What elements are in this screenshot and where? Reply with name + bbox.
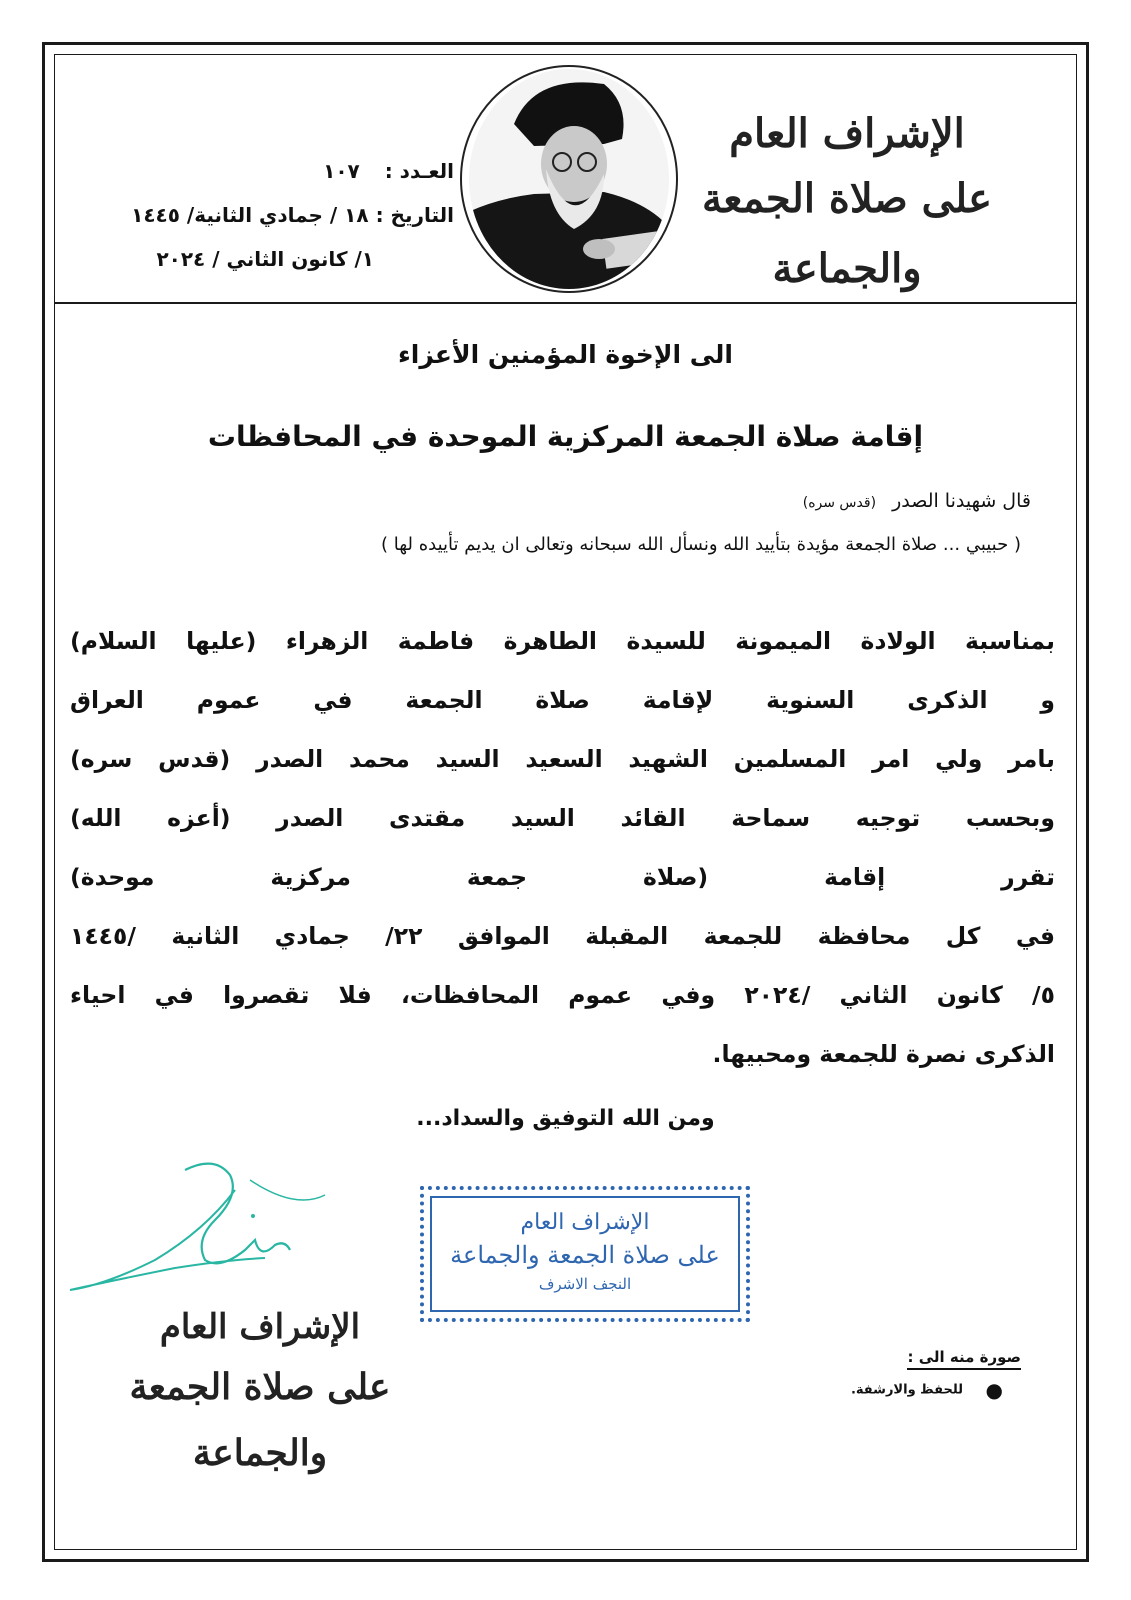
quote-intro [131,490,1031,512]
date-hijri: ١٨ / جمادي الثانية/ ١٤٤٥ [131,203,369,227]
address-heading: الى الإخوة المؤمنين الأعزاء [398,340,733,369]
body-line: في كل محافظة للجمعة المقبلة الموافق ٢٢/ جمادي الثانية /١٤٤٥ [70,922,1055,950]
date-hijri-row [84,193,454,237]
footer-org-line1: الإشراف العام [159,1307,361,1347]
portrait-image [454,64,684,294]
footer-org-line2: على صلاة الجمعة والجماعة [129,1366,391,1474]
subject-heading: إقامة صلاة الجمعة المركزية الموحدة في المحافظات [207,420,924,453]
copy-to-item-text: للحفظ والارشفة. [850,1382,964,1398]
date-label: التاريخ : [375,203,454,227]
closing-line: ومن الله التوفيق والسداد... [416,1106,715,1131]
body-line: تقرر إقامة (صلاة جمعة مركزية موحدة) [70,863,1055,891]
bullet-icon: ● [985,1378,1003,1402]
date-gregorian: ١/ كانون الثاني / ٢٠٢٤ [156,247,374,271]
org-logo-title [677,104,1017,304]
official-stamp [420,1186,750,1322]
stamp-line3: النجف الاشرف [538,1275,632,1293]
quote-intro-text: قال شهيدنا الصدر [892,490,1031,512]
body-line: الذكرى نصرة للجمعة ومحبيها. [712,1040,1055,1068]
quote-honorific: (قدس سره) [802,495,877,511]
number-label: العـدد : [384,159,454,183]
quote-text: ( حبيبي ... صلاة الجمعة مؤيدة بتأييد الله ونسأل الله سبحانه وتعالى ان يديم تأييده لها ) [380,534,1021,555]
number-value: ١٠٧ [323,159,360,183]
org-title-line2: على صلاة الجمعة والجماعة [701,175,993,292]
body-line: وبحسب توجيه سماحة القائد السيد مقتدى الصدر (أعزه الله) [70,804,1055,832]
number-row [84,149,454,193]
reference-block [84,149,454,281]
letterhead [54,54,1077,304]
body-line: بامر ولي امر المسلمين الشهيد السعيد السيد محمد الصدر (قدس سره) [70,745,1055,773]
letter-body [70,612,1055,1084]
footer-org-logo [80,1300,440,1486]
body-line: و الذكرى السنوية لإقامة صلاة الجمعة في عموم العراق [70,686,1055,714]
copy-to-label: صورة منه الى : [907,1348,1021,1370]
copy-to-item [851,1378,1003,1402]
signature-image [55,1150,355,1320]
body-line: بمناسبة الولادة الميمونة للسيدة الطاهرة فاطمة الزهراء (عليها السلام) [70,627,1055,655]
body-line: ٥/ كانون الثاني /٢٠٢٤ وفي عموم المحافظات، فلا تقصروا في احياء [70,981,1055,1009]
stamp-line1: الإشراف العام [520,1210,650,1235]
org-title-line1: الإشراف العام [729,110,965,157]
stamp-line2: على صلاة الجمعة والجماعة [450,1241,720,1269]
